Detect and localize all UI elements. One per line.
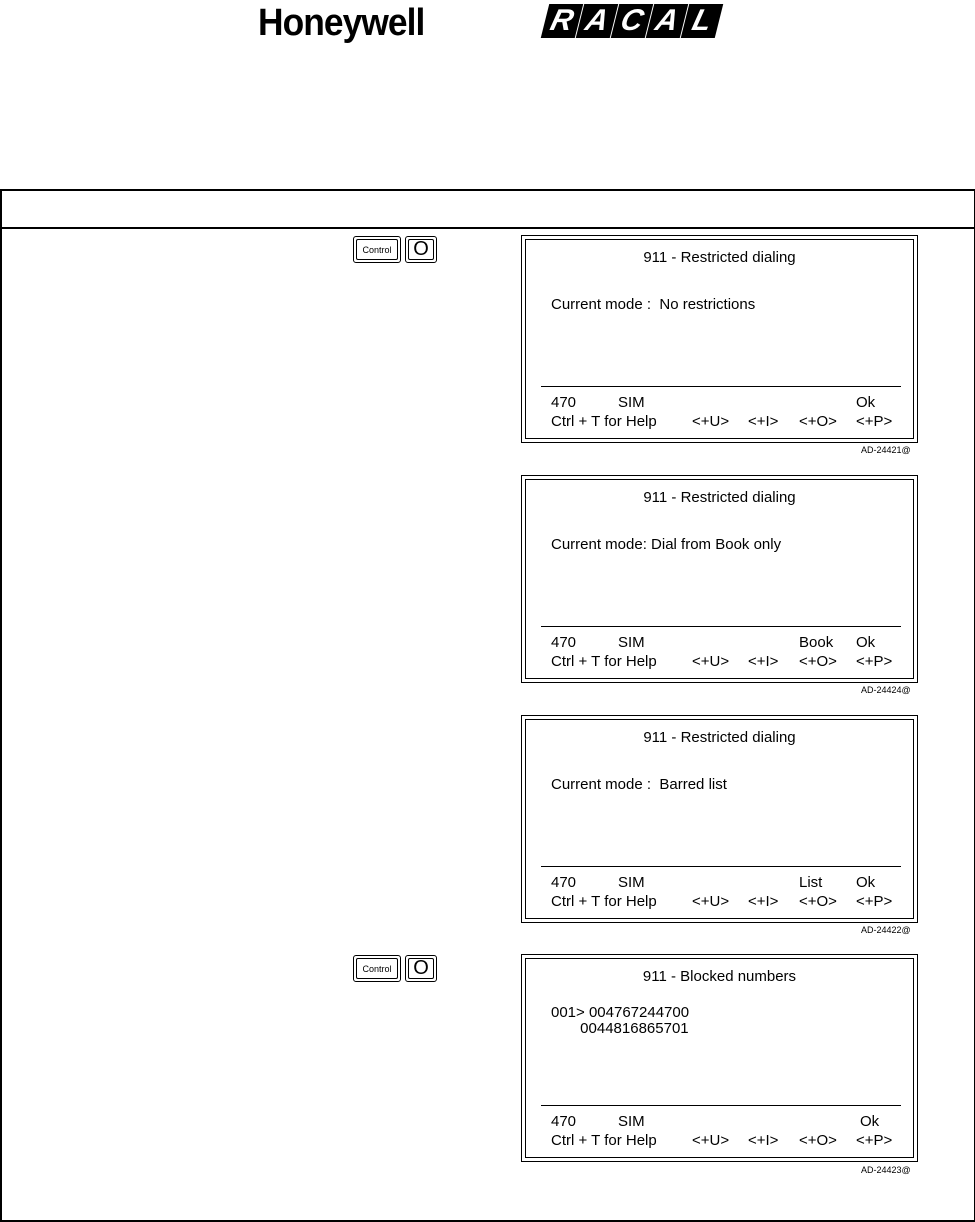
help-hint: Ctrl + T for Help (551, 893, 657, 910)
softkey-label: List (799, 874, 823, 891)
figure-id: AD-24423@ (861, 1165, 911, 1175)
screen-title: 911 - Restricted dialing (643, 489, 796, 506)
softkey-shortcut: <+P> (856, 413, 893, 430)
softkey-label: 470 (551, 394, 577, 411)
terminal-display (525, 958, 914, 1158)
softkey-label: SIM (618, 874, 645, 891)
screen-line: Current mode: Dial from Book only (551, 536, 782, 553)
softkey-shortcut: <+I> (748, 893, 779, 910)
control-key-label: Control (356, 239, 398, 260)
softkey-shortcut: <+U> (692, 413, 730, 430)
terminal-screen (521, 475, 918, 683)
softkey-shortcut: <+U> (692, 1132, 730, 1149)
screen-title: 911 - Restricted dialing (643, 729, 796, 746)
screen-line: Current mode : No restrictions (551, 296, 756, 313)
softkey-label: 470 (551, 874, 577, 891)
softkey-label: 470 (551, 1113, 577, 1130)
control-key-label: Control (356, 958, 398, 979)
o-key (405, 236, 437, 263)
softkey-shortcut: <+O> (799, 653, 837, 670)
racal-letter: C (611, 4, 653, 38)
softkey-label: SIM (618, 394, 645, 411)
softkey-divider (541, 866, 901, 867)
softkey-divider (541, 626, 901, 627)
screen-title: 911 - Blocked numbers (642, 968, 797, 985)
softkey-label: Ok (856, 874, 876, 891)
figure-id: AD-24422@ (861, 925, 911, 935)
softkey-label: 470 (551, 634, 577, 651)
figure-id: AD-24421@ (861, 445, 911, 455)
screen-line: Current mode : Barred list (551, 776, 727, 793)
control-key (353, 236, 401, 263)
softkey-shortcut: <+P> (856, 1132, 893, 1149)
help-hint: Ctrl + T for Help (551, 1132, 657, 1149)
softkey-label: SIM (618, 1113, 645, 1130)
racal-letter: A (576, 4, 618, 38)
frame-header-rule (2, 227, 974, 229)
racal-letter: A (646, 4, 688, 38)
help-hint: Ctrl + T for Help (551, 413, 657, 430)
terminal-display (525, 719, 914, 919)
softkey-label: Ok (860, 1113, 880, 1130)
softkey-label: Ok (856, 394, 876, 411)
racal-letter: L (681, 4, 723, 38)
softkey-shortcut: <+O> (799, 413, 837, 430)
softkey-shortcut: <+U> (692, 893, 730, 910)
key-combo-control-o (353, 955, 437, 982)
screen-line: 0044816865701 (551, 1020, 689, 1037)
softkey-shortcut: <+P> (856, 893, 893, 910)
terminal-display (525, 239, 914, 439)
help-hint: Ctrl + T for Help (551, 653, 657, 670)
o-key-label: O (408, 239, 434, 260)
screen-title: 911 - Restricted dialing (643, 249, 796, 266)
terminal-screen (521, 235, 918, 443)
softkey-label: SIM (618, 634, 645, 651)
softkey-shortcut: <+U> (692, 653, 730, 670)
key-combo-control-o (353, 236, 437, 263)
softkey-shortcut: <+P> (856, 653, 893, 670)
softkey-divider (541, 1105, 901, 1106)
racal-letter: R (541, 4, 583, 38)
figure-id: AD-24424@ (861, 685, 911, 695)
screen-line: 001> 004767244700 (551, 1004, 690, 1021)
softkey-shortcut: <+I> (748, 1132, 779, 1149)
softkey-label: Ok (856, 634, 876, 651)
softkey-label: Book (799, 634, 834, 651)
o-key (405, 955, 437, 982)
racal-logo (545, 4, 719, 38)
terminal-screen (521, 954, 918, 1162)
softkey-shortcut: <+O> (799, 1132, 837, 1149)
softkey-shortcut: <+I> (748, 653, 779, 670)
softkey-shortcut: <+I> (748, 413, 779, 430)
o-key-label: O (408, 958, 434, 979)
softkey-shortcut: <+O> (799, 893, 837, 910)
softkey-divider (541, 386, 901, 387)
terminal-screen (521, 715, 918, 923)
terminal-display (525, 479, 914, 679)
control-key (353, 955, 401, 982)
honeywell-logo: Honeywell (258, 2, 425, 44)
